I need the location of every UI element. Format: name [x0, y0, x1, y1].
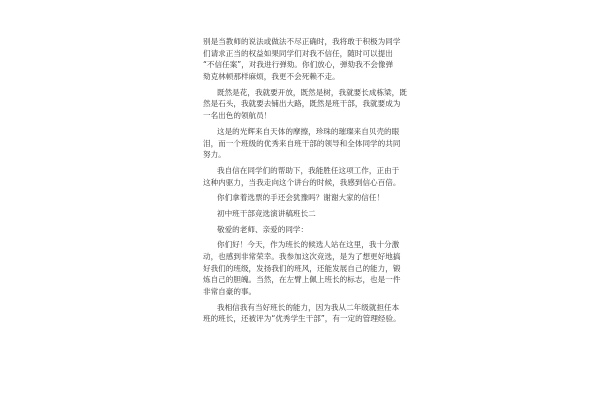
document-line: 你们好！今天，作为班长的候选人站在这里，我十分激	[217, 240, 400, 250]
document-line: 既然是花，我就要开放，既然是树，我就要长成栋梁，既	[217, 87, 407, 97]
document-line: 努力。	[203, 150, 226, 160]
document-line: 别是当教师的说法或做法不尽正确时，我将敢于积极为同学	[203, 37, 401, 46]
document-line: 你们拿着选票的手还会犹豫吗？谢谢大家的信任！	[217, 193, 385, 203]
document-line: 班的班长，还被评为“优秀学生干部”，有一定的管理经验。	[203, 314, 401, 324]
document-line: 初中班干部竞选演讲稿班长二	[217, 208, 316, 218]
document-line: 一名出色的领航员！	[203, 111, 272, 121]
document-line: 动，也感到非常荣幸。我参加这次竞选，是为了想更好地搞	[203, 252, 401, 261]
document-line: “不信任案”，对我进行弹劾。你们放心，弹劾我不会像弹	[203, 60, 394, 70]
document-line: 劾克林顿那样麻烦，我更不会死赖不走。	[203, 72, 340, 82]
document-line: 敬爱的老师、亲爱的同学：	[217, 224, 309, 234]
document-line: 然是石头，我就要去铺出大路，既然是班干部，我就要成为	[203, 99, 401, 109]
document-line: 非常自豪的事。	[203, 287, 257, 297]
document-line: 我相信我有当好班长的能力，因为我从二年级就担任本	[217, 302, 400, 312]
document-line: 泪，而一个班级的优秀来自班干部的领导和全体同学的共同	[203, 138, 401, 148]
document-line: 们请求正当的权益如果同学们对我不信任，随时可以提出	[203, 48, 393, 58]
document-line: 这是的光辉来自天体的摩擦，珍珠的璀璨来自贝壳的眼	[217, 126, 400, 136]
document-line: 这种内驱力，当我走向这个讲台的时候，我感到信心百倍。	[203, 177, 401, 187]
document-line: 好我们的班级，发扬我们的班风，还能发展自己的能力，锻	[203, 263, 401, 273]
document-line: 我自信在同学们的帮助下，我能胜任这项工作，正由于	[217, 165, 400, 175]
document-line: 炼自己的胆魄。当然，在左臂上佩上班长的标志，也是一件	[203, 275, 401, 285]
document-body	[203, 36, 415, 325]
